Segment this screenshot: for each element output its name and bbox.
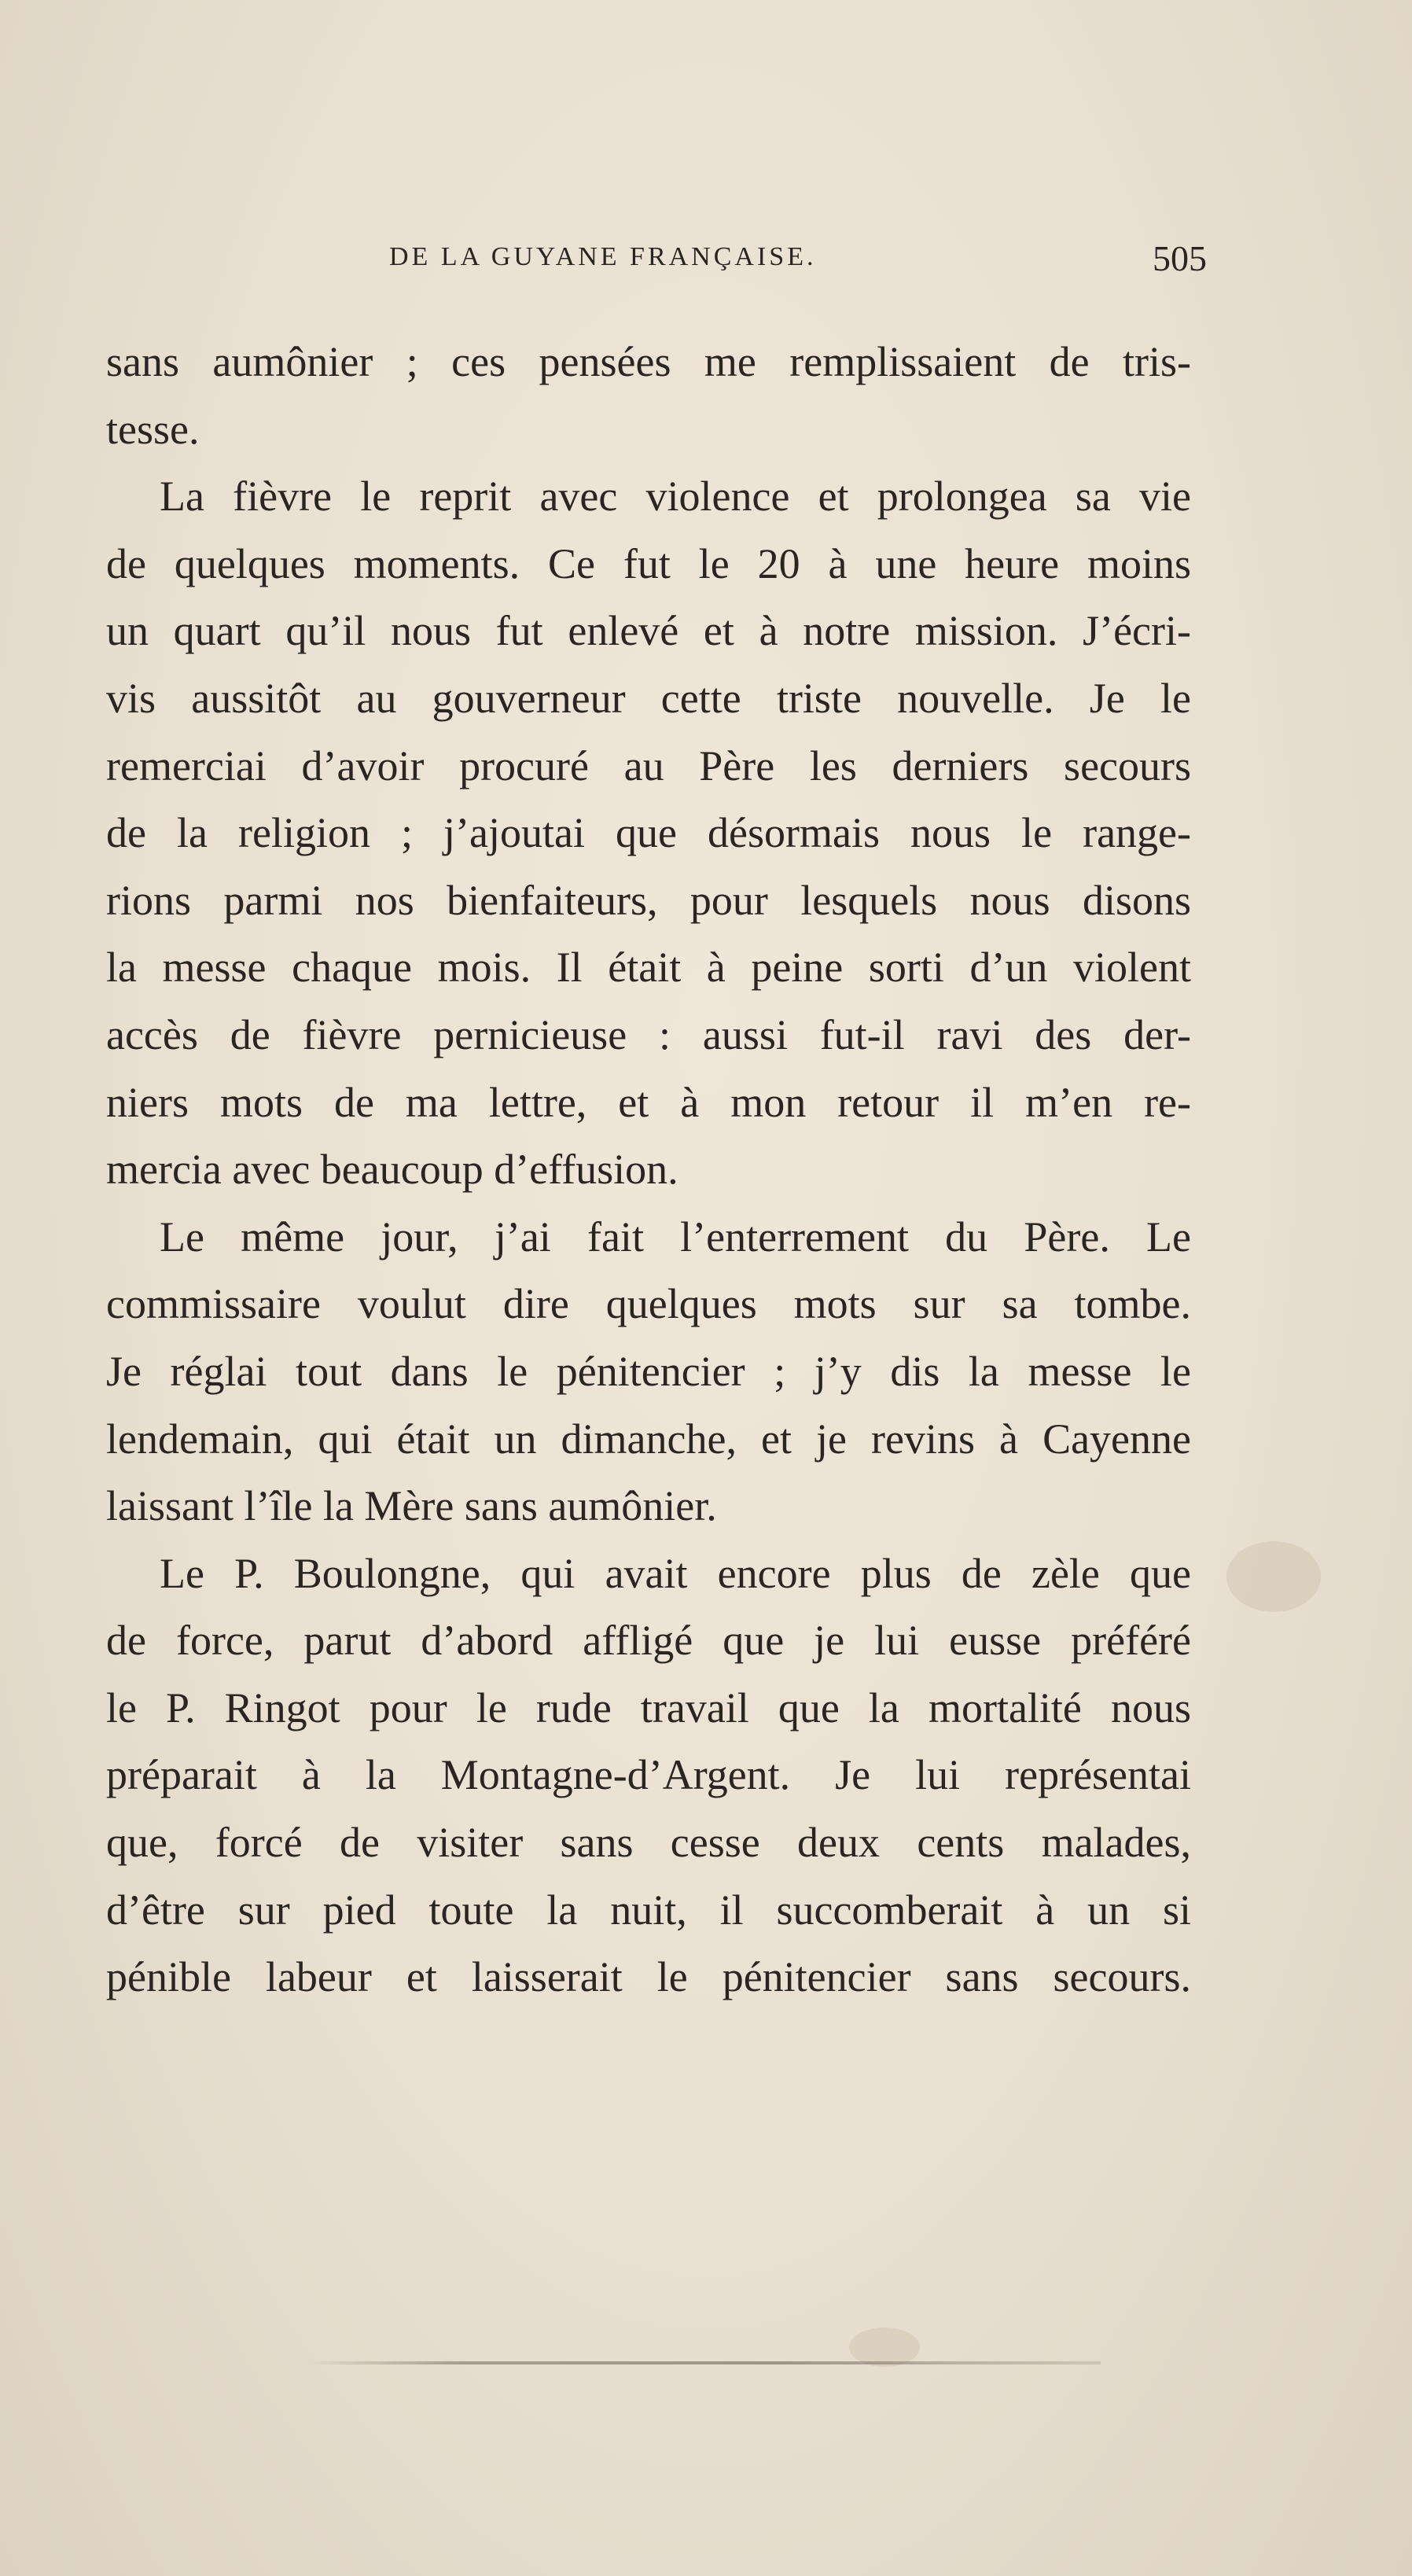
text-line: pénible labeur et laisserait le pénitencier sans secours. xyxy=(106,1953,1191,2001)
text-line: rions parmi nos bienfaiteurs, pour lesquels nous disons xyxy=(106,876,1191,924)
text-line: la messe chaque mois. Il était à peine sorti d’un violent xyxy=(106,944,1191,992)
text-line: Je réglai tout dans le pénitencier ; j’y dis la messe le xyxy=(106,1347,1191,1395)
text-line: vis aussitôt au gouverneur cette triste nouvelle. Je le xyxy=(106,674,1191,722)
footer-rule xyxy=(307,2361,1101,2364)
text-line: d’être sur pied toute la nuit, il succomberait à un si xyxy=(106,1886,1191,1934)
text-line: Le P. Boulongne, qui avait encore plus de zèle que xyxy=(160,1549,1191,1597)
text-line: mercia avec beaucoup d’effusion. xyxy=(106,1146,678,1194)
text-line: La fièvre le reprit avec violence et prolongea sa vie xyxy=(160,473,1191,521)
text-line: de quelques moments. Ce fut le 20 à une heure moins xyxy=(106,539,1191,587)
text-line: commissaire voulut dire quelques mots sur sa tombe. xyxy=(106,1280,1191,1328)
text-line: laissant l’île la Mère sans aumônier. xyxy=(106,1482,717,1530)
text-line: remerciai d’avoir procuré au Père les derniers secours xyxy=(106,742,1191,789)
text-line: niers mots de ma lettre, et à mon retour il m’en re- xyxy=(106,1078,1191,1126)
text-line: sans aumônier ; ces pensées me remplissaient de tris- xyxy=(106,338,1191,385)
text-line: tesse. xyxy=(106,405,200,453)
text-line: un quart qu’il nous fut enlevé et à notre mission. J’écri- xyxy=(106,607,1191,655)
paper-stain xyxy=(1226,1541,1321,1612)
text-line: accès de fièvre pernicieuse : aussi fut-il ravi des der- xyxy=(106,1010,1191,1058)
text-line: lendemain, qui était un dimanche, et je revins à Cayenne xyxy=(106,1415,1191,1463)
text-line: Le même jour, j’ai fait l’enterrement du Père. Le xyxy=(160,1213,1191,1260)
text-line: préparait à la Montagne-d’Argent. Je lui représentai xyxy=(106,1751,1191,1799)
running-head: DE LA GUYANE FRANÇAISE. xyxy=(389,242,817,271)
text-line: de la religion ; j’ajoutai que désormais nous le range- xyxy=(106,809,1191,857)
text-line: que, forcé de visiter sans cesse deux cents malades, xyxy=(106,1819,1191,1867)
text-line: de force, parut d’abord affligé que je lui eusse préféré xyxy=(106,1617,1191,1665)
page-number: 505 xyxy=(1153,238,1207,278)
page-header xyxy=(106,238,1207,289)
text-line: le P. Ringot pour le rude travail que la mortalité nous xyxy=(106,1684,1191,1731)
body-text xyxy=(106,329,1191,2011)
